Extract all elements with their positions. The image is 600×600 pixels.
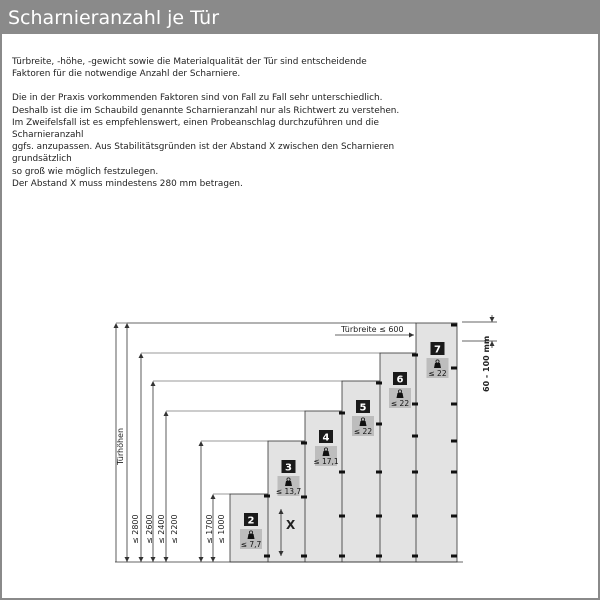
page-title: Scharnieranzahl je Tür bbox=[2, 2, 598, 34]
height-label: ≤ 1000 bbox=[217, 514, 226, 544]
hinge-mark bbox=[301, 555, 307, 558]
hinge-mark bbox=[412, 471, 418, 474]
arrow-head bbox=[139, 557, 144, 562]
offset-dimension bbox=[462, 315, 497, 392]
weight-label: ≤ 22 bbox=[353, 427, 373, 436]
arrow-head bbox=[199, 557, 204, 562]
hinge-mark bbox=[301, 496, 307, 499]
arrow-head bbox=[211, 557, 216, 562]
hinge-mark bbox=[376, 515, 382, 518]
hinge-count-label: 6 bbox=[396, 374, 404, 386]
height-label: ≤ 2400 bbox=[157, 514, 166, 544]
intro-paragraph-1: Türbreite, -höhe, -gewicht sowie die Materialqualität der Tür sind entscheidende Faktoren für die notwendige Anzahl der Scharniere. bbox=[12, 57, 367, 80]
arrow-head bbox=[125, 323, 130, 328]
arrow-head bbox=[164, 411, 169, 416]
hinge-mark bbox=[339, 515, 345, 518]
weight-label: ≤ 22 bbox=[390, 399, 410, 408]
hinge-mark bbox=[451, 403, 457, 406]
hinge-mark bbox=[412, 354, 418, 357]
hinge-mark bbox=[451, 515, 457, 518]
height-axis-label: Türhöhen bbox=[116, 427, 125, 465]
hinge-mark bbox=[451, 367, 457, 370]
arrow-head bbox=[125, 557, 130, 562]
hinge-mark bbox=[451, 555, 457, 558]
hinge-mark bbox=[376, 423, 382, 426]
x-distance-label: X bbox=[286, 518, 296, 532]
arrow-head bbox=[151, 557, 156, 562]
height-label: ≤ 2200 bbox=[170, 514, 179, 544]
weight-label: ≤ 17,1 bbox=[313, 457, 339, 466]
hinge-mark bbox=[301, 442, 307, 445]
hinge-count-label: 2 bbox=[247, 515, 255, 527]
hinge-mark bbox=[412, 515, 418, 518]
height-label: ≤ 2600 bbox=[145, 514, 154, 544]
hinge-mark bbox=[451, 471, 457, 474]
arrow-head bbox=[199, 441, 204, 446]
hinge-mark bbox=[376, 382, 382, 385]
hinge-mark bbox=[451, 324, 457, 327]
hinge-mark bbox=[451, 440, 457, 443]
weight-label: ≤ 7,7 bbox=[240, 540, 262, 549]
hinge-mark bbox=[264, 555, 270, 558]
hinge-count-label: 7 bbox=[434, 344, 441, 356]
hinge-mark bbox=[412, 435, 418, 438]
hinge-mark bbox=[412, 555, 418, 558]
door-panel-2 bbox=[230, 494, 270, 562]
hinge-count-label: 3 bbox=[285, 462, 292, 474]
height-label: ≤ 1700 bbox=[205, 514, 214, 544]
width-dimension bbox=[335, 325, 414, 338]
weight-label: ≤ 22 bbox=[428, 369, 447, 378]
offset-label: 60 - 100 mm bbox=[482, 335, 491, 392]
height-label: ≤ 2800 bbox=[131, 514, 140, 544]
hinge-count-label: 5 bbox=[359, 402, 367, 414]
hinge-mark bbox=[376, 471, 382, 474]
weight-label: ≤ 13,7 bbox=[275, 487, 302, 496]
arrow-head bbox=[164, 557, 169, 562]
arrow-head bbox=[139, 353, 144, 358]
hinge-mark bbox=[339, 471, 345, 474]
hinge-mark bbox=[412, 403, 418, 406]
hinge-count-label: 4 bbox=[322, 432, 330, 444]
hinge-mark bbox=[339, 412, 345, 415]
doors-layer bbox=[230, 323, 457, 562]
door-panel-3 bbox=[268, 441, 307, 562]
arrow-head bbox=[211, 494, 216, 499]
hinge-mark bbox=[376, 555, 382, 558]
intro-paragraph-2: Die in der Praxis vorkommenden Faktoren sind von Fall zu Fall sehr unterschiedlich. Deshalb ist die im Schaubild genannte Scharnieranzahl nur als Richtwert zu verstehen. Im Zweifelsfall ist es empfehlenswert, einen Probeanschlag durchzuführen und die Scharnieranzahl ggfs. anzupassen. Aus Stabilitätsgründen ist der Abstand X zwischen den Scharnieren grundsätzlich so groß wie möglich festzulegen. Der Abstand X muss mindestens 280 mm betragen. bbox=[12, 93, 400, 189]
arrow-head bbox=[114, 323, 119, 328]
arrow-head bbox=[151, 381, 156, 386]
hinge-mark bbox=[264, 495, 270, 498]
hinge-mark bbox=[339, 555, 345, 558]
width-label: Türbreite ≤ 600 bbox=[341, 325, 404, 334]
